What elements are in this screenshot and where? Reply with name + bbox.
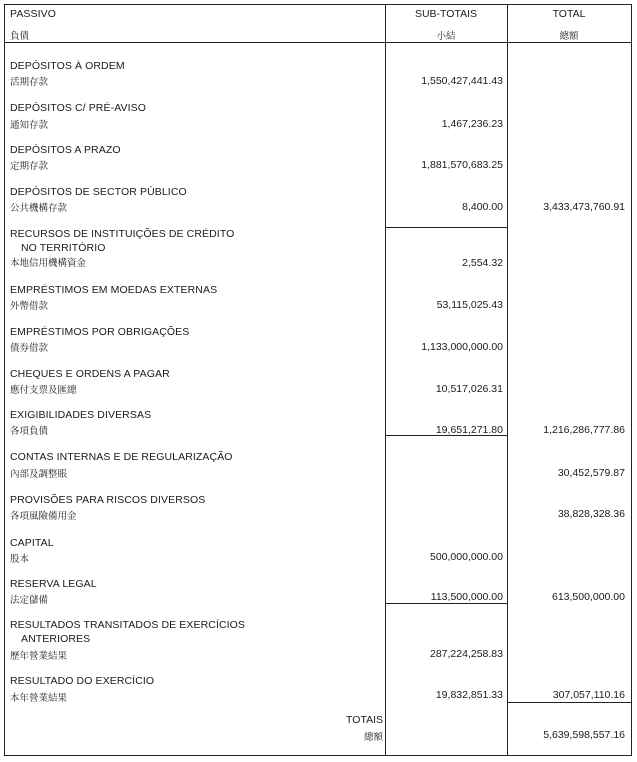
row-label: PROVISÕES PARA RISCOS DIVERSOS xyxy=(10,494,206,506)
header-subtotais: SUB-TOTAIS xyxy=(414,8,478,20)
row-subtotal: 19,832,851.33 xyxy=(435,689,503,701)
row-label-zh: 內部及調整賬 xyxy=(10,469,68,480)
row-subtotal: 500,000,000.00 xyxy=(430,551,503,563)
row-label: EMPRÉSTIMOS EM MOEDAS EXTERNAS xyxy=(10,284,218,296)
row-label: RECURSOS DE INSTITUIÇÕES DE CRÉDITO xyxy=(10,228,235,240)
row-subtotal: 1,881,570,683.25 xyxy=(421,159,503,171)
header-passivo: PASSIVO xyxy=(10,8,57,20)
row-label-zh: 通知存款 xyxy=(10,120,49,131)
row-subtotal: 19,651,271.80 xyxy=(435,424,503,436)
row-label-zh: 法定儲備 xyxy=(10,595,49,606)
row-subtotal: 2,554.32 xyxy=(462,257,503,269)
row-label-line2: NO TERRITÓRIO xyxy=(21,242,106,254)
row-label-zh: 各項負債 xyxy=(10,426,49,437)
row-label-zh: 歷年營業結果 xyxy=(10,651,68,662)
row-label: DEPÓSITOS A PRAZO xyxy=(10,144,121,156)
row-label: EXIGIBILIDADES DIVERSAS xyxy=(10,409,152,421)
totals-label-zh: 總額 xyxy=(363,732,383,743)
balance-sheet-table xyxy=(4,4,632,756)
row-label: RESULTADO DO EXERCÍCIO xyxy=(10,675,155,687)
row-subtotal: 8,400.00 xyxy=(462,201,503,213)
row-label: DEPÓSITOS DE SECTOR PÚBLICO xyxy=(10,186,187,198)
header-total-zh: 總額 xyxy=(559,31,579,42)
row-label-zh: 外幣借款 xyxy=(10,301,49,312)
row-subtotal: 113,500,000.00 xyxy=(430,591,503,603)
row-label-zh: 各項風險備用金 xyxy=(10,511,77,522)
row-label-zh: 股本 xyxy=(10,554,30,565)
row-label-zh: 公共機構存款 xyxy=(10,203,68,214)
row-label-zh: 本年營業結果 xyxy=(10,693,68,704)
row-label-zh: 活期存款 xyxy=(10,77,49,88)
column-divider xyxy=(507,5,508,755)
row-total: 613,500,000.00 xyxy=(552,591,625,603)
row-subtotal: 53,115,025.43 xyxy=(436,299,503,311)
group-rule xyxy=(507,702,631,703)
row-label: DEPÓSITOS C/ PRÉ-AVISO xyxy=(10,102,147,114)
row-label: CONTAS INTERNAS E DE REGULARIZAÇÃO xyxy=(10,451,233,463)
row-subtotal: 1,133,000,000.00 xyxy=(421,341,503,353)
group-rule xyxy=(385,603,507,604)
row-label: RESULTADOS TRANSITADOS DE EXERCÍCIOS xyxy=(10,619,246,631)
row-label: RESERVA LEGAL xyxy=(10,578,97,590)
row-subtotal: 1,467,236.23 xyxy=(441,118,503,130)
row-total: 30,452,579.87 xyxy=(557,467,625,479)
row-label: CHEQUES E ORDENS A PAGAR xyxy=(10,368,170,380)
row-label-zh: 應付支票及匯總 xyxy=(10,385,77,396)
row-label: CAPITAL xyxy=(10,537,54,549)
row-label-zh: 本地信用機構資金 xyxy=(10,258,87,269)
row-subtotal: 10,517,026.31 xyxy=(435,383,503,395)
header-subtotais-zh: 小結 xyxy=(436,31,456,42)
row-label-zh: 債券借款 xyxy=(10,343,49,354)
row-total: 38,828,328.36 xyxy=(557,508,625,520)
group-rule xyxy=(385,227,507,228)
row-label-zh: 定期存款 xyxy=(10,161,49,172)
row-label: EMPRÉSTIMOS POR OBRIGAÇÕES xyxy=(10,326,190,338)
row-subtotal: 287,224,258.83 xyxy=(430,648,503,660)
header-passivo-zh: 負債 xyxy=(10,31,30,42)
grand-total: 5,639,598,557.16 xyxy=(543,729,625,741)
row-total: 1,216,286,777.86 xyxy=(543,424,625,436)
row-total: 307,057,110.16 xyxy=(552,689,625,701)
header-rule xyxy=(5,42,631,43)
header-total: TOTAL xyxy=(552,8,586,20)
row-subtotal: 1,550,427,441.43 xyxy=(421,75,503,87)
totals-label: TOTAIS xyxy=(346,714,383,726)
column-divider xyxy=(385,5,386,755)
row-total: 3,433,473,760.91 xyxy=(543,201,625,213)
row-label-line2: ANTERIORES xyxy=(21,633,91,645)
row-label: DEPÓSITOS À ORDEM xyxy=(10,60,125,72)
